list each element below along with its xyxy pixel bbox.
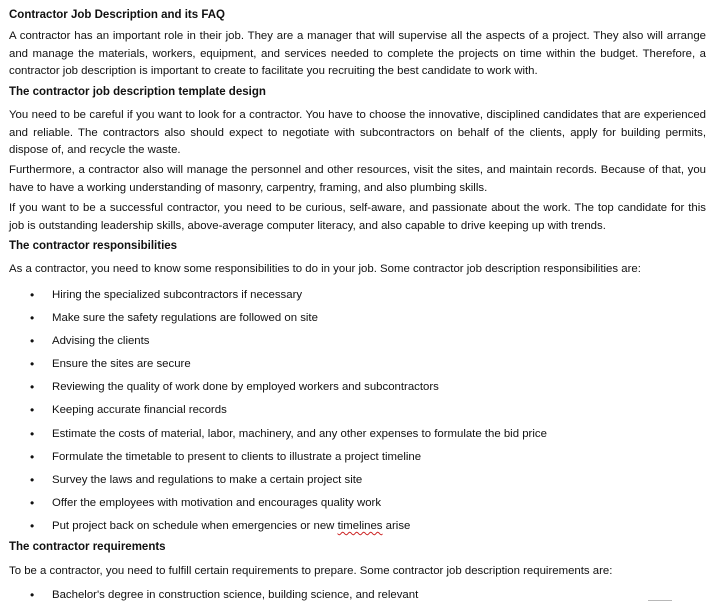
template-paragraph-3: If you want to be a successful contractor, you need to be curious, self-aware, and passionate about the work. The top candidate for this job is outstanding leadership skills, above-average computer literacy, and also capable to drive keeping up with trends. [9, 202, 706, 232]
intro-paragraph: A contractor has an important role in their job. They are a manager that will supervise all the aspects of a project. They also will arrange and manage the materials, workers, equipment, and services needed to complete the projects on time within the budget. Therefore, a contractor job description is important to create to facilitate you recruiting the best candidate to work with. [9, 30, 706, 77]
requirements-intro: To be a contractor, you need to fulfill certain requirements to prepare. Some contractor job description requirements are: [9, 565, 613, 577]
bullet-icon: • [30, 357, 35, 371]
bullet-icon: • [30, 311, 35, 325]
bullet-icon: • [30, 427, 35, 441]
bullet-icon: • [30, 380, 35, 394]
bullet-icon: • [30, 519, 35, 533]
section-heading-template: The contractor job description template design [9, 86, 266, 98]
bullet-icon: • [30, 450, 35, 464]
document-page: Contractor Job Description and its FAQ A contractor has an important role in their job. They are a manager that will supervise all the aspects of a project. They also will arrange and manage the materials, workers, equipment, and services needed to complete the projects on time within the budget. Therefore, a contractor job description is important to create to facilitate you recruiting the best candidate to work with. The contractor job description template design You need to be careful if you want to look for a contractor. You have to choose the innovative, disciplined candidates that are experienced and reliable. The contractors also should expect to negotiate with subcontractors on behalf of the clients, apply for building permits, dispose of, and recycle the waste. Furthermore, a contractor also will manage the personnel and other resources, visit the sites, and maintain records. Because of that, you have to have a working understanding of masonry, carpentry, framing, and also plumbing skills. If you want to be a successful contractor, you need to be curious, self-aware, and passionate about the work. The top candidate for this job is outstanding leadership skills, above-average computer literacy, and also capable to drive keeping up with trends. The contractor responsibilities As a contractor, you need to know some responsibilities to do in your job. Some contractor job description responsibilities are: • Hiring the specialized subcontractors if necessary • Make sure the safety regulations are followed on site • Advising the clients • Ensure the sites are secure • Reviewing the quality of work done by employed workers and subcontractors • Keeping accurate financial records • Estimate the costs of material, labor, machinery, and any other expenses to formulate the bid price • Formulate the timetable to present to clients to illustrate a project timeline • Survey the laws and regulations to make a certain project site • Offer the employees with motivation and encourages quality work • Put project back on schedule when emergencies or new timelines arise The contractor requirements To be a contractor, you need to fulfill certain requirements to prepare. Some contractor job description requirements are: • Bachelor's degree in construction science, building science, and relevant [9, 9, 706, 602]
template-paragraph-2: Furthermore, a contractor also will manage the personnel and other resources, visit the sites, and maintain records. Because of that, you have to have a working understanding of masonry, carpentry, framing, and also plumbing skills. [9, 164, 706, 194]
section-heading-responsibilities: The contractor responsibilities [9, 240, 178, 252]
template-paragraph-1: You need to be careful if you want to look for a contractor. You have to choose the innovative, disciplined candidates that are experienced and reliable. The contractors also should expect to negotiate with subcontractors on behalf of the clients, apply for building permits, dispose of, and recycle the waste. [9, 109, 706, 156]
bullet-icon: • [30, 334, 35, 348]
document-title: Contractor Job Description and its FAQ [9, 9, 225, 21]
bullet-icon: • [30, 403, 35, 417]
bullet-icon: • [30, 473, 35, 487]
bullet-icon: • [30, 496, 35, 510]
bullet-icon: • [30, 588, 35, 602]
bullet-icon: • [30, 288, 35, 302]
section-heading-requirements: The contractor requirements [9, 541, 166, 553]
page-edge-mark [648, 600, 672, 601]
responsibilities-intro: As a contractor, you need to know some responsibilities to do in your job. Some contractor job description responsibilities are: [9, 263, 641, 275]
spellcheck-flagged-word[interactable]: timelines [337, 520, 383, 532]
